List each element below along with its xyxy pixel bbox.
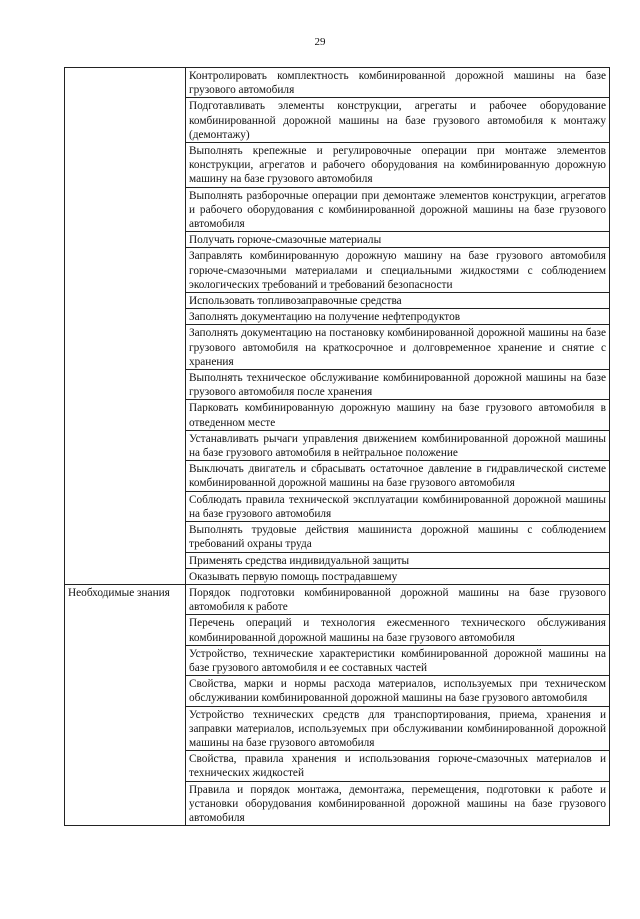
requirements-table xyxy=(64,67,610,826)
skills-item: Выполнять разборочные операции при демонтаже элементов конструкции, агрегатов и рабочего оборудования с комбинированной дорожной машины на базе грузового автомобиля xyxy=(186,187,610,232)
skills-item: Выполнять трудовые действия машиниста дорожной машины с соблюдением требований охраны труда xyxy=(186,522,610,552)
table-row xyxy=(65,584,610,614)
skills-item: Использовать топливозаправочные средства xyxy=(186,293,610,309)
knowledge-item: Свойства, марки и нормы расхода материалов, используемых при техническом обслуживании комбинированной дорожной машины на базе грузового автомобиля xyxy=(186,676,610,706)
skills-item: Применять средства индивидуальной защиты xyxy=(186,552,610,568)
skills-item: Выполнять крепежные и регулировочные операции при монтаже элементов конструкции, агрегатов и рабочего оборудования на комбинированную дорожную машину на базе грузового автомобиля xyxy=(186,143,610,188)
skills-item: Оказывать первую помощь пострадавшему xyxy=(186,568,610,584)
table-row xyxy=(65,68,610,98)
skills-item: Соблюдать правила технической эксплуатации комбинированной дорожной машины на базе грузового автомобиля xyxy=(186,491,610,521)
knowledge-section-label: Необходимые знания xyxy=(65,584,186,825)
skills-item: Заполнять документацию на получение нефтепродуктов xyxy=(186,309,610,325)
skills-item: Выключать двигатель и сбрасывать остаточное давление в гидравлической системе комбинированной дорожной машины на базе грузового автомобиля xyxy=(186,461,610,491)
skills-item: Контролировать комплектность комбинированной дорожной машины на базе грузового автомобиля xyxy=(186,68,610,98)
knowledge-item: Устройство технических средств для транспортирования, приема, хранения и заправки материалов, используемых при обслуживании комбинированной дорожной машины на базе грузового автомобиля xyxy=(186,706,610,751)
skills-item: Получать горюче-смазочные материалы xyxy=(186,232,610,248)
skills-section-label xyxy=(65,68,186,585)
requirements-table-body xyxy=(65,68,610,826)
skills-item: Подготавливать элементы конструкции, агрегаты и рабочее оборудование комбинированной дорожной машины на базе грузового автомобиля к монтажу (демонтажу) xyxy=(186,98,610,143)
knowledge-item: Правила и порядок монтажа, демонтажа, перемещения, подготовки к работе и установки оборудования комбинированной дорожной машины на базе грузового автомобиля xyxy=(186,781,610,826)
knowledge-item: Перечень операций и технология ежесменного технического обслуживания комбинированной дорожной машины на базе грузового автомобиля xyxy=(186,615,610,645)
skills-item: Выполнять техническое обслуживание комбинированной дорожной машины на базе грузового автомобиля после хранения xyxy=(186,370,610,400)
skills-item: Заполнять документацию на постановку комбинированной дорожной машины на базе грузового автомобиля на краткосрочное и долговременное хранение и снятие с хранения xyxy=(186,325,610,370)
knowledge-item: Свойства, правила хранения и использования горюче-смазочных материалов и технических жидкостей xyxy=(186,751,610,781)
page-number: 29 xyxy=(314,36,326,48)
skills-item: Устанавливать рычаги управления движением комбинированной дорожной машины на базе грузового автомобиля в нейтральное положение xyxy=(186,430,610,460)
skills-item: Парковать комбинированную дорожную машину на базе грузового автомобиля в отведенном месте xyxy=(186,400,610,430)
skills-item: Заправлять комбинированную дорожную машину на базе грузового автомобиля горюче-смазочными материалами и специальными жидкостями с соблюдением экологических требований и требований безопасности xyxy=(186,248,610,293)
knowledge-item: Порядок подготовки комбинированной дорожной машины на базе грузового автомобиля к работе xyxy=(186,584,610,614)
knowledge-item: Устройство, технические характеристики комбинированной дорожной машины на базе грузового автомобиля и ее составных частей xyxy=(186,645,610,675)
